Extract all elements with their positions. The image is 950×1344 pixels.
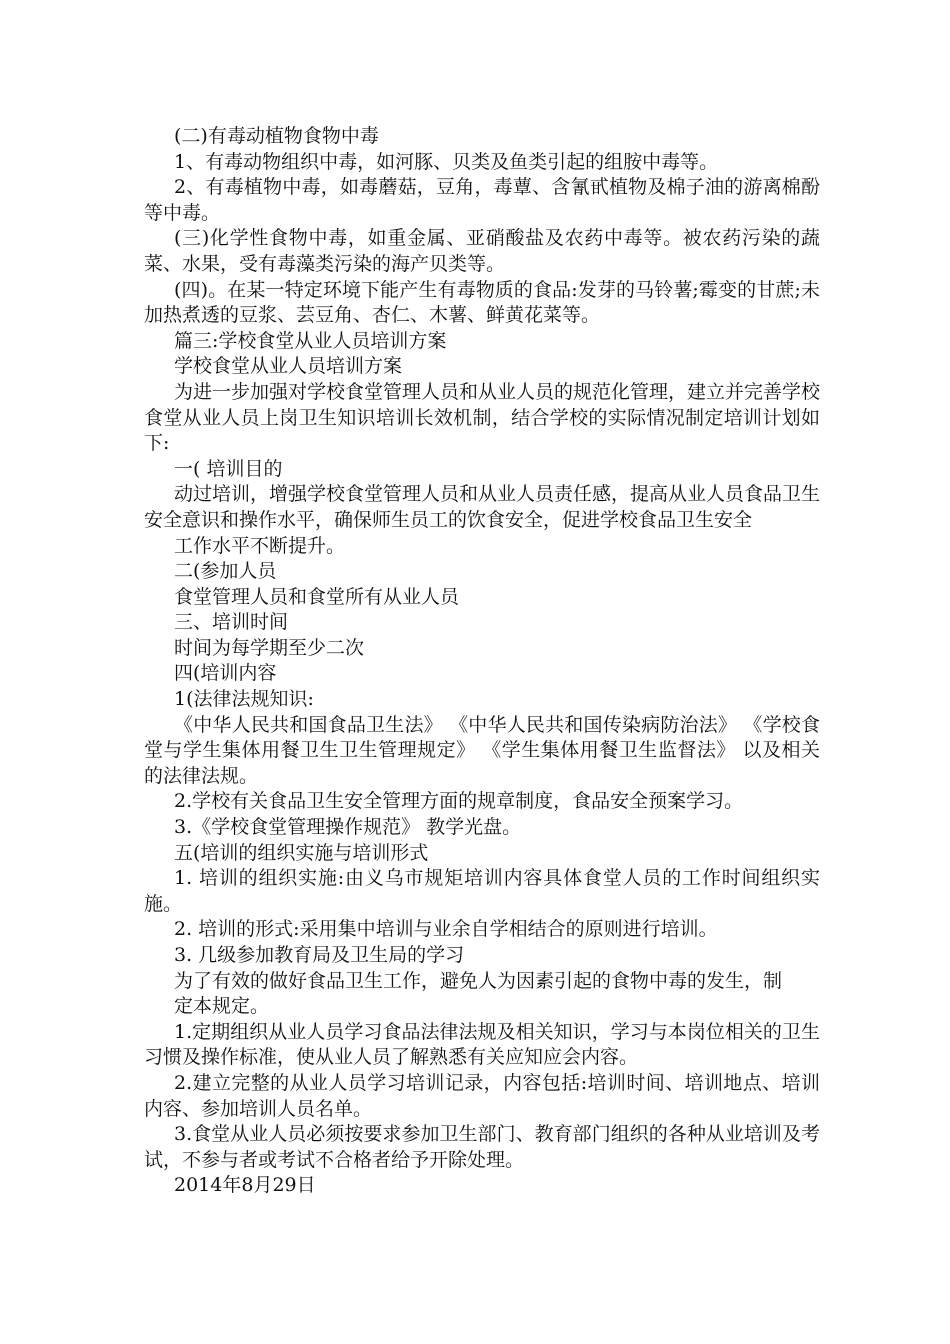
- list-item-training-records: 2.建立完整的从业人员学习培训记录，内容包括:培训时间、培训地点、培训内容、参加培训人员名单。: [144, 1071, 820, 1120]
- paragraph-regulation-intro-cont: 定本规定。: [174, 995, 270, 1018]
- heading-training-content: 四(培训内容: [174, 662, 277, 685]
- list-item-rules: 2.学校有关食品卫生安全管理方面的规章制度，食品安全预案学习。: [174, 790, 744, 813]
- list-item-disc: 3.《学校食堂管理操作规范》 教学光盘。: [174, 816, 522, 839]
- list-item-regular-study: 1.定期组织从业人员学习食品法律法规及相关知识，学习与本岗位相关的卫生习惯及操作标准，使从业人员了解熟悉有关应知应会内容。: [144, 1020, 820, 1069]
- paragraph-training-purpose: 动过培训，增强学校食堂管理人员和从业人员责任感，提高从业人员食品卫生安全意识和操作水平，确保师生员工的饮食安全，促进学校食品卫生安全: [144, 483, 821, 531]
- list-item-animal-poisoning: 1、有毒动物组织中毒，如河豚、贝类及鱼类引起的组胺中毒等。: [174, 150, 719, 173]
- heading-participants: 二(参加人员: [174, 560, 277, 583]
- list-item-plant-poisoning: 2、有毒植物中毒，如毒蘑菇，豆角，毒蕈、含氰甙植物及棉子油的游离棉酚等中毒。: [144, 176, 820, 224]
- heading-implementation: 五(培训的组织实施与培训形式: [174, 841, 429, 864]
- paragraph-training-purpose-cont: 工作水平不断提升。: [174, 534, 346, 557]
- paragraph-toxic-foods: (四)。在某一特定环境下能产生有毒物质的食品:发芽的马铃薯;霉变的甘蔗;未加热煮透的豆浆、芸豆角、杏仁、木薯、鲜黄花菜等。: [144, 278, 820, 327]
- list-item-mandatory-training: 3.食堂从业人员必须按要求参加卫生部门、教育部门组织的各种从业培训及考试，不参与者或考试不合格者给予开除处理。: [144, 1123, 820, 1171]
- paragraph-participants: 食堂管理人员和食堂所有从业人员: [174, 585, 460, 608]
- list-item-form: 2. 培训的形式:采用集中培训与业余自学相结合的原则进行培训。: [174, 918, 718, 941]
- document-date: 2014年8月29日: [174, 1174, 316, 1197]
- paragraph-law-list: 《中华人民共和国食品卫生法》 《中华人民共和国传染病防治法》 《学校食堂与学生集体用餐卫生卫生管理规定》 《学生集体用餐卫生监督法》 以及相关的法律法规。: [144, 713, 820, 787]
- heading-training-time: 三、培训时间: [174, 611, 289, 634]
- heading-toxic-food-poisoning: (二)有毒动植物食物中毒: [174, 125, 379, 147]
- document-title: 学校食堂从业人员培训方案: [174, 355, 403, 378]
- section-title-part-three: 篇三:学校食堂从业人员培训方案: [174, 329, 447, 352]
- document-body: [144, 124, 820, 1199]
- list-item-attend: 3. 几级参加教育局及卫生局的学习: [174, 944, 465, 966]
- list-item-implementation: 1. 培训的组织实施:由义乌市规矩培训内容具体食堂人员的工作时间组织实施。: [144, 867, 820, 915]
- list-item-laws: 1(法律法规知识:: [174, 688, 314, 711]
- paragraph-chemical-poisoning: (三)化学性食物中毒，如重金属、亚硝酸盐及农药中毒等。被农药污染的蔬菜、水果，受有毒藻类污染的海产贝类等。: [144, 227, 820, 275]
- paragraph-intro: 为进一步加强对学校食堂管理人员和从业人员的规范化管理，建立并完善学校食堂从业人员上岗卫生知识培训长效机制，结合学校的实际情况制定培训计划如下:: [144, 380, 821, 455]
- heading-training-purpose: 一( 培训目的: [174, 457, 283, 480]
- paragraph-training-time: 时间为每学期至少二次: [174, 636, 365, 659]
- paragraph-regulation-intro: 为了有效的做好食品卫生工作，避免人为因素引起的食物中毒的发生，制: [174, 969, 783, 992]
